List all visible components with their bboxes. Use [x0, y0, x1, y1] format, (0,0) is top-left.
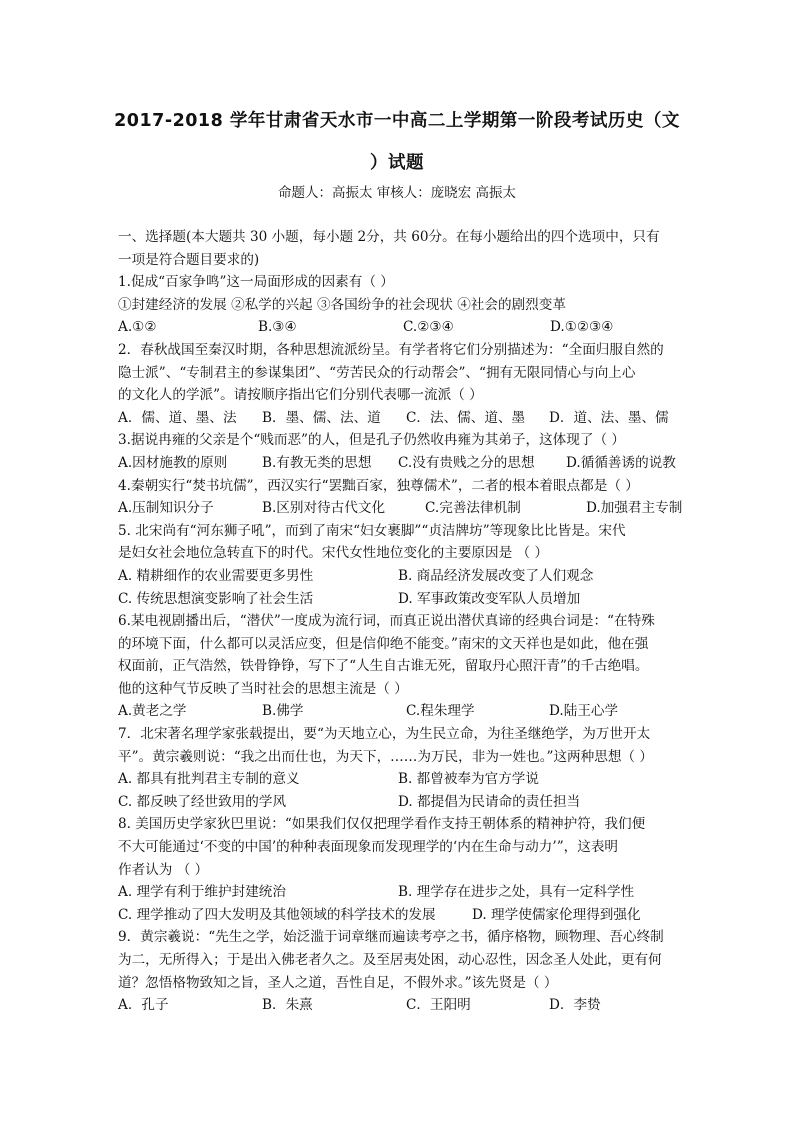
- question-1-stem: 1.促成“百家争鸣”这一局面形成的因素有（ ）: [118, 274, 394, 291]
- question-2-stem: 隐士派”、“专制君主的参谋集团”、“劳苦民众的行动帮会”、“拥有无限同情心与向上心: [118, 364, 636, 381]
- question-7-stem: 平”。黄宗羲则说：“我之出而仕也，为天下，……为万民，非为一姓也。”这两种思想（ ）: [118, 748, 653, 765]
- option-a: A．儒、道、墨、法: [118, 409, 237, 426]
- option-b: B. 都曾被奉为官方学说: [398, 771, 539, 788]
- question-7-options: [118, 791, 688, 814]
- question-8-options: [118, 881, 688, 904]
- option-c: C. 理学推动了四大发明及其他领域的科学技术的发展: [118, 906, 436, 923]
- option-c: C.②③④: [403, 319, 454, 336]
- option-c: C.程朱理学: [406, 703, 475, 720]
- option-a: A. 都具有批判君主专制的意义: [118, 771, 300, 788]
- authors-line: 命题人：高振太 审核人：庞晓宏 高振太: [277, 185, 517, 201]
- question-8-options: [118, 904, 688, 927]
- option-a: A.黄老之学: [118, 703, 187, 720]
- option-c: C．王阳明: [406, 997, 471, 1014]
- option-b: B．朱熹: [262, 997, 313, 1014]
- question-7-options: [118, 768, 688, 791]
- option-d: D.加强君主专制: [586, 500, 683, 517]
- option-d: D. 理学使儒家伦理得到强化: [472, 906, 641, 923]
- option-d: D．李贽: [549, 997, 601, 1014]
- option-b: B. 商品经济发展改变了人们观念: [398, 567, 594, 584]
- question-2-stem: 2．春秋战国至秦汉时期，各种思想流派纷呈。有学者将它们分别描述为：“全面归服自然的: [118, 341, 664, 358]
- question-6-stem: 他的这种气节反映了当时社会的思想主流是（ ）: [118, 680, 408, 697]
- option-c: C. 都反映了经世致用的学风: [118, 793, 287, 810]
- option-a: A. 精耕细作的农业需要更多男性: [118, 567, 314, 584]
- question-2-stem: 的文化人的学派”。请按顺序指出它们分别代表哪一流派（ ）: [118, 387, 483, 404]
- exam-body: [118, 226, 688, 1017]
- option-b: B.③④: [258, 319, 297, 336]
- option-d: D. 都提倡为民请命的责任担当: [398, 793, 581, 810]
- question-6-stem: 的环境下面，什么都可以灵活应变，但是信仰绝不能变。”南宋的文天祥也是如此，他在强: [118, 635, 649, 652]
- question-6-stem: 6.某电视剧播出后，“潜伏”一度成为流行词，而真正说出潜伏真谛的经典台词是：“在特殊: [118, 613, 655, 630]
- question-5-options: [118, 565, 688, 588]
- option-c: C.完善法律机制: [425, 500, 521, 517]
- option-a: A.压制知识分子: [118, 500, 214, 517]
- question-2-options: [118, 407, 688, 430]
- question-4-stem: 4.秦朝实行“焚书坑儒”，西汉实行“罢黜百家，独尊儒术”，二者的根本着眼点都是（ ）: [118, 477, 639, 494]
- section-heading-line: 一、选择题(本大题共 30 小题，每小题 2分，共 60分。在每小题给出的四个选项中，只有: [118, 229, 660, 245]
- question-5-stem: 5. 北宋尚有“河东狮子吼”，而到了南宋“妇女裹脚”“贞洁牌坊”等现象比比皆是。宋代: [118, 522, 626, 539]
- option-b: B．墨、儒、法、道: [262, 409, 381, 426]
- question-1-options: [118, 316, 688, 339]
- option-d: D. 军事政策改变军队人员增加: [398, 590, 581, 607]
- option-a: A.①②: [118, 319, 157, 336]
- question-6-stem: 权面前，正气浩然，铁骨铮铮，写下了“人生自古谁无死，留取丹心照汗青”的千古绝唱。: [118, 658, 649, 675]
- option-d: D．道、法、墨、儒: [549, 409, 669, 426]
- exam-title-line-2: ）试题: [370, 153, 424, 173]
- option-c: C. 传统思想演变影响了社会生活: [118, 590, 314, 607]
- option-d: D.①②③④: [550, 319, 614, 336]
- question-3-stem: 3.据说冉雍的父亲是个“贱而恶”的人，但是孔子仍然收冉雍为其弟子，这体现了（ ）: [118, 432, 625, 449]
- option-b: B. 理学存在进步之处，具有一定科学性: [398, 884, 635, 901]
- option-a: A. 理学有利于维护封建统治: [118, 884, 286, 901]
- option-b: B.佛学: [262, 703, 304, 720]
- question-9-stem: 9．黄宗羲说：“先生之学，始泛滥于词章继而遍读考亭之书，循序格物，顾物理、吾心终制: [118, 929, 664, 946]
- question-6-options: [118, 700, 688, 723]
- option-a: A.因材施教的原则: [118, 454, 228, 471]
- question-9-options: [118, 994, 688, 1017]
- option-c: C．法、儒、道、墨: [406, 409, 526, 426]
- option-b: B.区别对待古代文化: [262, 500, 386, 517]
- question-9-stem: 为二，无所得入；于是出入佛老者久之。及至居夷处困，动心忍性，因念圣人处此，更有何: [118, 952, 662, 968]
- option-d: D.陆王心学: [549, 703, 619, 720]
- question-4-options: [118, 497, 688, 520]
- section-heading-line: 一项是符合题目要求的): [118, 251, 260, 268]
- option-d: D.循循善诱的说教: [566, 454, 676, 471]
- question-5-options: [118, 588, 688, 611]
- question-5-stem: 是妇女社会地位急转直下的时代。宋代女性地位变化的主要原因是 （ ）: [118, 545, 549, 562]
- option-c: C.没有贵贱之分的思想: [398, 454, 535, 471]
- exam-title-line-1: 2017-2018 学年甘肃省天水市一中高二上学期第一阶段考试历史（文: [114, 111, 680, 131]
- question-8-stem: 作者认为 （ ）: [118, 861, 209, 878]
- question-7-stem: 7．北宋著名理学家张载提出，要“为天地立心，为生民立命，为往圣继绝学，为万世开太: [118, 726, 651, 743]
- question-8-stem: 不大可能通过‘不变的中国’的种种表面现象而发现理学的‘内在生命与动力’”，这表明: [118, 839, 619, 856]
- option-a: A．孔子: [118, 997, 169, 1014]
- question-8-stem: 8. 美国历史学家狄巴里说：“如果我们仅仅把理学看作支持王朝体系的精神护符，我们便: [118, 816, 646, 833]
- question-9-stem: 道？忽悟格物致知之旨，圣人之道，吾性自足，不假外求。”该先贤是（ ）: [118, 974, 558, 991]
- question-3-options: [118, 452, 688, 475]
- question-1-statements: ①封建经济的发展 ②私学的兴起 ③各国纷争的社会现状 ④社会的剧烈变革: [118, 296, 566, 313]
- option-b: B.有教无类的思想: [262, 454, 372, 471]
